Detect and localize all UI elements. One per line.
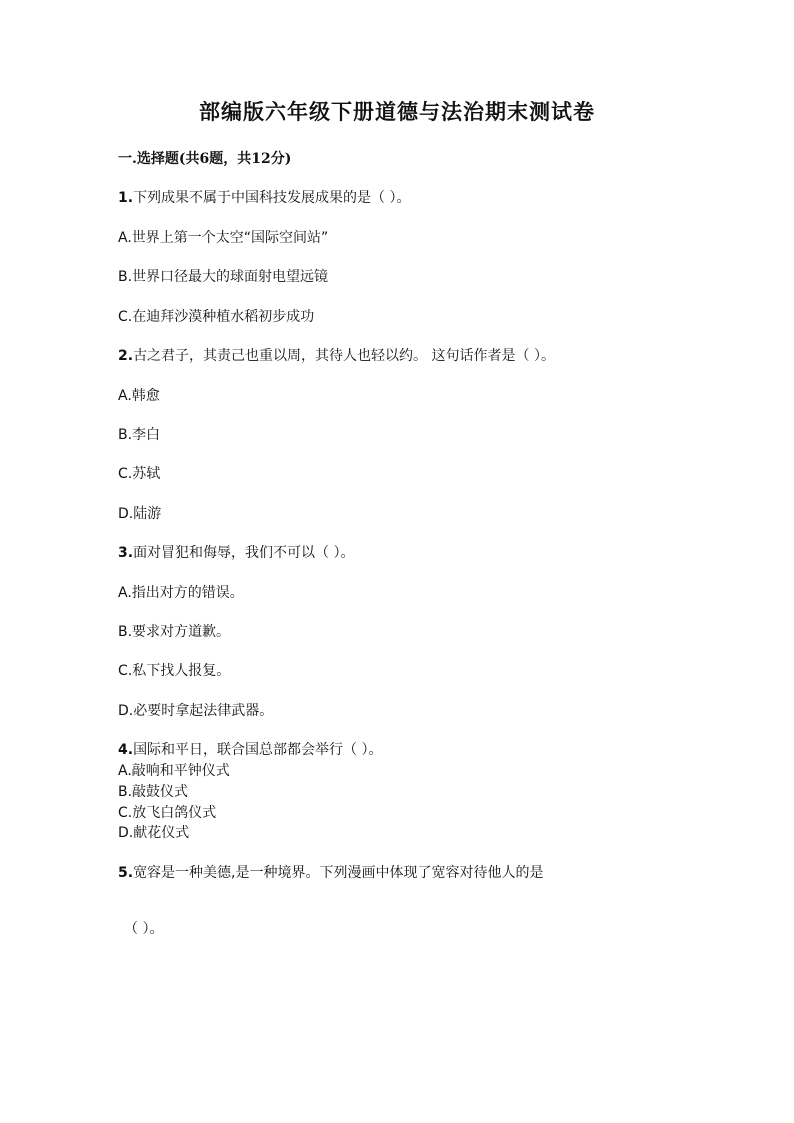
- question-text: 面对冒犯和侮辱，我们不可以（ ）。: [133, 545, 355, 561]
- question-number: 4.: [118, 742, 134, 758]
- question-5-blank: （ ）。: [124, 921, 164, 937]
- question-text: 宽容是一种美德,是一种境界。下列漫画中体现了宽容对待他人的是: [133, 865, 544, 881]
- page-title: 部编版六年级下册道德与法治期末测试卷: [199, 99, 595, 124]
- section-heading: 一.选择题(共6题，共12分): [118, 151, 292, 167]
- question-3: [118, 542, 355, 562]
- question-5: [118, 862, 544, 882]
- question-text: 古之君子，其责己也重以周，其待人也轻以约。 这句话作者是（ ）。: [133, 348, 555, 364]
- question-text: 国际和平日，联合国总部都会举行（ ）。: [133, 742, 383, 758]
- option-4a: A.敲响和平钟仪式: [118, 763, 230, 779]
- option-2a: A.韩愈: [118, 388, 160, 404]
- question-4: [118, 739, 383, 759]
- option-4d: D.献花仪式: [118, 825, 190, 841]
- question-number: 2.: [118, 348, 134, 364]
- question-text: 下列成果不属于中国科技发展成果的是（ ）。: [133, 190, 411, 206]
- option-3c: C.私下找人报复。: [118, 663, 231, 679]
- option-4b: B.敲鼓仪式: [118, 784, 189, 800]
- option-2b: B.李白: [118, 427, 161, 443]
- question-number: 3.: [118, 545, 134, 561]
- question-1: [118, 187, 411, 207]
- option-3d: D.必要时拿起法律武器。: [118, 703, 274, 719]
- option-1c: C.在迪拜沙漠种植水稻初步成功: [118, 309, 315, 325]
- option-1a: A.世界上第一个太空“国际空间站”: [118, 230, 329, 246]
- question-2: [118, 345, 555, 365]
- question-number: 5.: [118, 865, 134, 881]
- option-1b: B.世界口径最大的球面射电望远镜: [118, 269, 329, 285]
- question-number: 1.: [118, 190, 134, 206]
- option-2c: C.苏轼: [118, 466, 161, 482]
- option-3a: A.指出对方的错误。: [118, 585, 244, 601]
- option-2d: D.陆游: [118, 506, 162, 522]
- option-3b: B.要求对方道歉。: [118, 624, 231, 640]
- option-4c: C.放飞白鸽仪式: [118, 805, 217, 821]
